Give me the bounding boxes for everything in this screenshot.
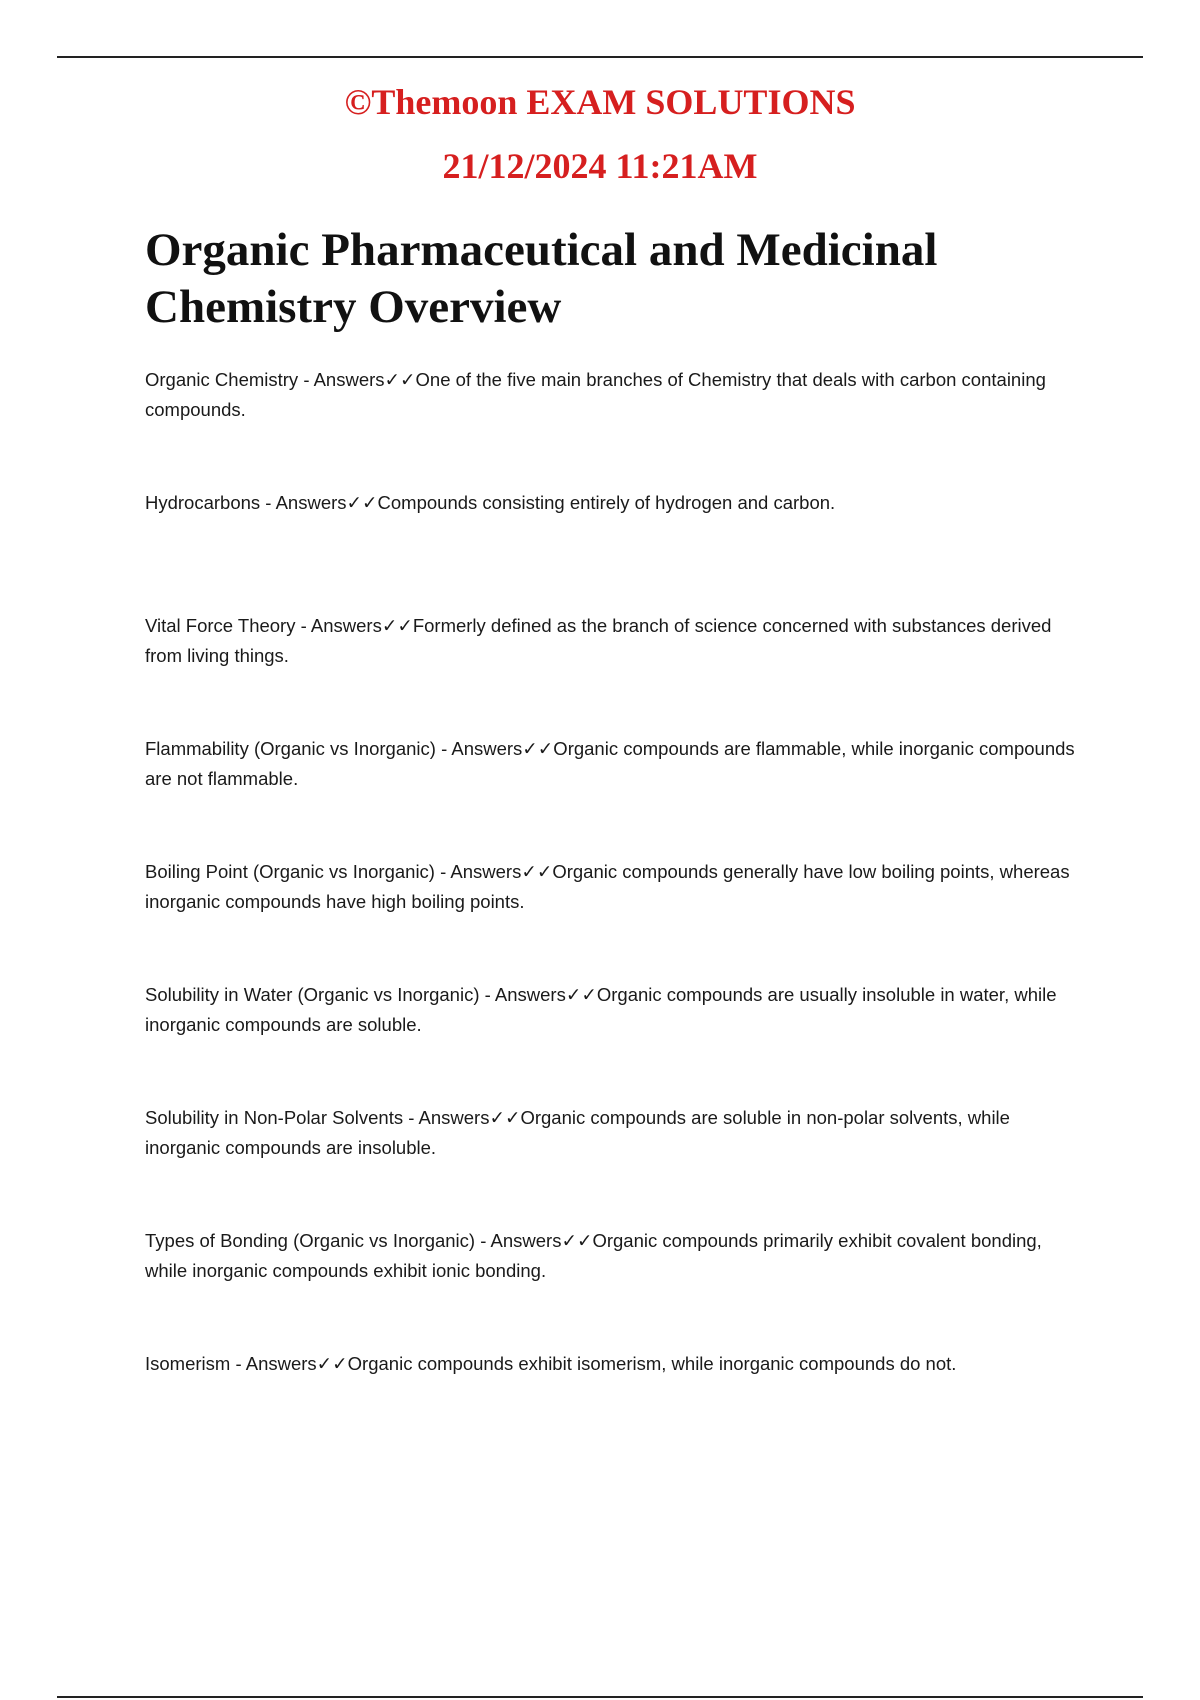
qa-entry: Flammability (Organic vs Inorganic) - Answers✓✓Organic compounds are flammable, while inorganic compounds are not flammable. <box>145 738 1075 789</box>
qa-entry: Boiling Point (Organic vs Inorganic) - Answers✓✓Organic compounds generally have low boiling points, whereas inorganic compounds have high boiling points. <box>145 861 1070 912</box>
watermark <box>0 70 1200 198</box>
watermark-timestamp: 21/12/2024 11:21AM <box>442 146 758 186</box>
watermark-title: ©Themoon EXAM SOLUTIONS <box>344 82 856 122</box>
bottom-divider <box>57 1696 1143 1698</box>
top-divider <box>57 56 1143 58</box>
qa-entry: Organic Chemistry - Answers✓✓One of the five main branches of Chemistry that deals with carbon containing compounds. <box>145 369 1046 420</box>
qa-entry: Hydrocarbons - Answers✓✓Compounds consisting entirely of hydrogen and carbon. <box>145 492 836 513</box>
document-title: Organic Pharmaceutical and Medicinal Chemistry Overview <box>145 224 938 333</box>
qa-entry: Types of Bonding (Organic vs Inorganic) - Answers✓✓Organic compounds primarily exhibit covalent bonding, while inorganic compounds exhibit ionic bonding. <box>145 1230 1042 1281</box>
qa-entry: Solubility in Non-Polar Solvents - Answers✓✓Organic compounds are soluble in non-polar solvents, while inorganic compounds are insoluble. <box>145 1107 1010 1158</box>
qa-entry: Solubility in Water (Organic vs Inorganic) - Answers✓✓Organic compounds are usually insoluble in water, while inorganic compounds are soluble. <box>145 984 1057 1035</box>
qa-entry: Isomerism - Answers✓✓Organic compounds exhibit isomerism, while inorganic compounds do not. <box>145 1353 957 1374</box>
qa-entry: Vital Force Theory - Answers✓✓Formerly defined as the branch of science concerned with substances derived from living things. <box>145 615 1052 666</box>
qa-list <box>145 365 1085 1472</box>
